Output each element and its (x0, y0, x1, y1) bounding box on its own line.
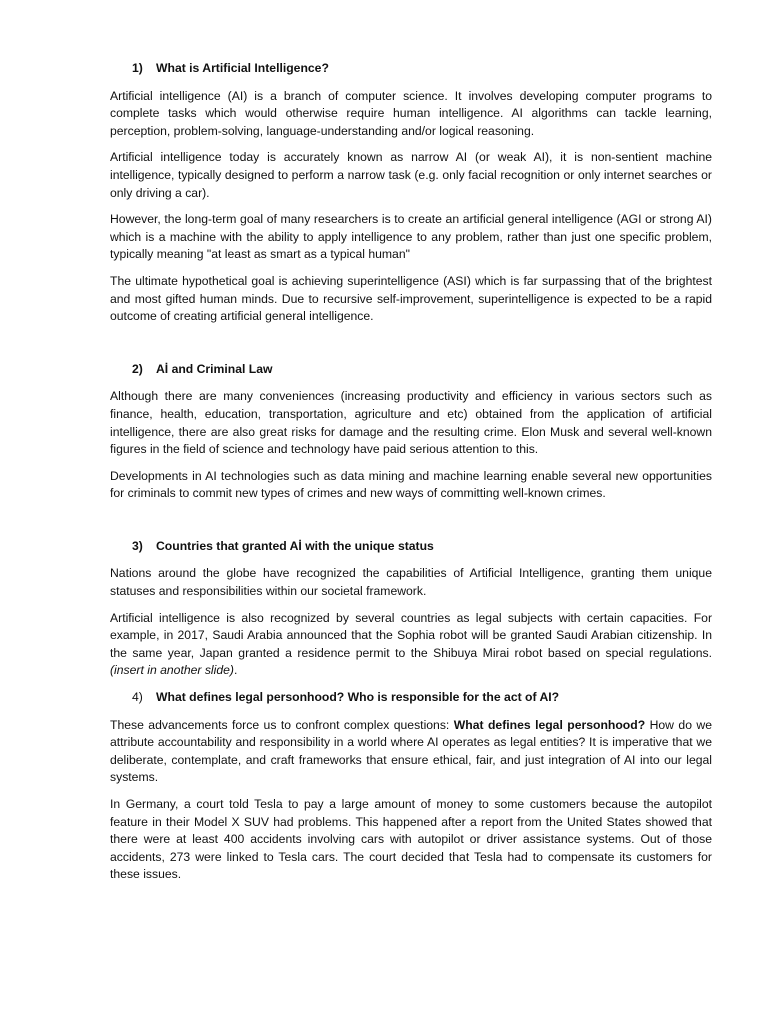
section-3-heading (110, 538, 712, 556)
section-2-paragraph-2: Developments in AI technologies such as data mining and machine learning enable several new opportunities for criminals to commit new types of crimes and new ways of committing well-known crimes. (110, 468, 712, 501)
section-4-heading (110, 689, 712, 707)
section-4-paragraph-2: In Germany, a court told Tesla to pay a large amount of money to some customers because the autopilot feature in their Model X SUV had problems. This happened after a report from the United States showed that there were at least 400 accidents involving cars with autopilot or driver assistance systems. Out of those accidents, 273 were linked to Tesla cars. The court decided that Tesla had to compensate its customers for these issues. (110, 797, 712, 882)
section-2-number: 2) (132, 361, 143, 376)
section-1-paragraph-4: The ultimate hypothetical goal is achieving superintelligence (ASI) which is far surpassing that of the brightest and most gifted human minds. Due to recursive self-improvement, superintelligence is expected to be a rapid outcome of creating artificial general intelligence. (110, 273, 712, 324)
insert-note: (insert in another slide) (110, 663, 234, 678)
section-3-title: Countries that granted Aİ with the unique status (156, 538, 434, 553)
section-spacer (110, 335, 712, 361)
section-1-heading (110, 60, 712, 78)
legal-personhood-question: What defines legal personhood? (453, 717, 646, 732)
section-2-paragraph-1: Although there are many conveniences (increasing productivity and efficiency in various sectors such as finance, health, education, transportation, agriculture and etc) obtained from the application of artificial intelligence, there are also great risks for damage and the resulting crime. Elon Musk and several well-known figures in the field of science and technology have paid serious attention to this. (110, 389, 712, 457)
section-4-paragraph-1-end: How do we attribute accountability and responsibility in a world where AI operates as legal entities? It is imperative that we deliberate, contemplate, and craft frameworks that ensure ethical, fair, and just integration of AI into our legal systems. (110, 717, 712, 785)
section-4-paragraph-1 (110, 717, 712, 787)
section-3-paragraph-2 (110, 610, 712, 680)
section-spacer (110, 512, 712, 538)
section-3-paragraph-1: Nations around the globe have recognized the capabilities of Artificial Intelligence, granting them unique statuses and responsibilities within our societal framework. (110, 566, 712, 599)
document-page (110, 60, 712, 893)
section-4-number: 4) (132, 690, 143, 705)
section-1-paragraph-3: However, the long-term goal of many researchers is to create an artificial general intelligence (AGI or strong AI) which is a machine with the ability to apply intelligence to any problem, rather than just one specific problem, typically meaning "at least as smart as a typical human" (110, 212, 712, 262)
section-2-title: Aİ and Criminal Law (156, 361, 273, 376)
section-1-number: 1) (132, 61, 143, 75)
section-3-paragraph-2-end: . (233, 663, 238, 678)
section-1-paragraph-1: Artificial intelligence (AI) is a branch of computer science. It involves developing computer programs to complete tasks which would otherwise require human intelligence. AI algorithms can tackle learning, perception, problem-solving, language-understanding and/or logical reasoning. (110, 88, 712, 138)
section-4-paragraph-1-start: These advancements force us to confront complex questions: (110, 717, 454, 732)
section-4-title: What defines legal personhood? Who is responsible for the act of AI? (156, 690, 560, 705)
section-3-number: 3) (132, 538, 143, 553)
section-2-heading (110, 361, 712, 379)
section-1-paragraph-2: Artificial intelligence today is accurately known as narrow AI (or weak AI), it is non-sentient machine intelligence, typically designed to perform a narrow task (e.g. only facial recognition or only internet searches or only driving a car). (110, 150, 712, 200)
section-3-paragraph-2-text: Artificial intelligence is also recognized by several countries as legal subjects with certain capacities. For example, in 2017, Saudi Arabia announced that the Sophia robot will be granted Saudi Arabian citizenship. In the same year, Japan granted a residence permit to the Shibuya Mirai robot based on special regulations. (110, 610, 712, 660)
section-1-title: What is Artificial Intelligence? (156, 61, 329, 75)
